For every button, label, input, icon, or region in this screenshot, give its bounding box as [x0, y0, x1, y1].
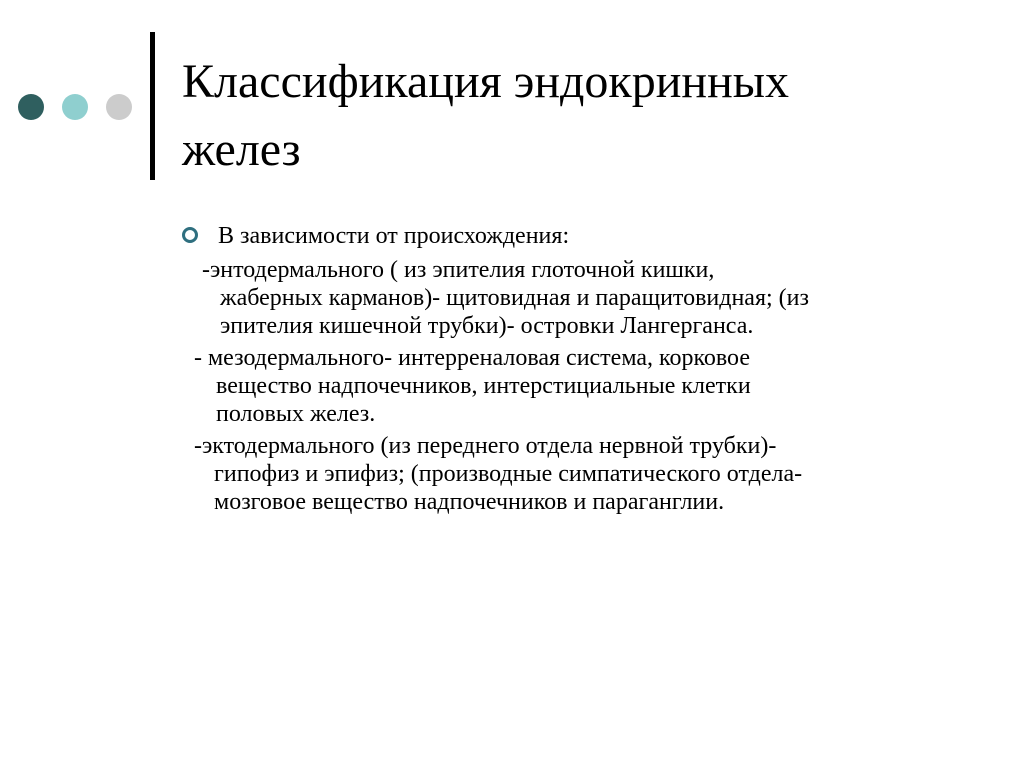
title-line-1: Классификация эндокринных — [182, 55, 790, 108]
sub-item-line: жаберных карманов)- щитовидная и паращитовидная; (из — [220, 285, 809, 311]
sub-item-line: -эктодермального (из переднего отдела нервной трубки)- — [194, 433, 777, 459]
title-divider — [150, 32, 155, 180]
title-line-2: желез — [182, 123, 301, 176]
slide-content — [180, 222, 980, 520]
decorative-dots — [18, 94, 138, 122]
bullet-item — [180, 222, 980, 250]
sub-item-line: мозговое вещество надпочечников и параганглии. — [214, 489, 725, 515]
sub-item-line: эпителия кишечной трубки)- островки Лангерганса. — [220, 313, 754, 339]
sub-item-mesoderm — [180, 344, 980, 428]
sub-item-line: -энтодермального ( из эпителия глоточной кишки, — [202, 257, 715, 283]
dot-light-icon — [106, 94, 132, 120]
slide-title — [182, 48, 982, 184]
sub-item-entoderm — [180, 256, 980, 340]
dot-mid-icon — [62, 94, 88, 120]
sub-item-ectoderm — [180, 432, 980, 516]
dot-dark-icon — [18, 94, 44, 120]
sub-item-line: - мезодермального- интерреналовая система, корковое — [194, 345, 750, 371]
sub-item-line: половых желез. — [216, 401, 376, 427]
sub-item-line: гипофиз и эпифиз; (производные симпатического отдела- — [214, 461, 803, 487]
bullet-text: В зависимости от происхождения: — [218, 223, 570, 249]
sub-item-line: вещество надпочечников, интерстициальные клетки — [216, 373, 751, 399]
ring-bullet-icon — [182, 227, 198, 243]
